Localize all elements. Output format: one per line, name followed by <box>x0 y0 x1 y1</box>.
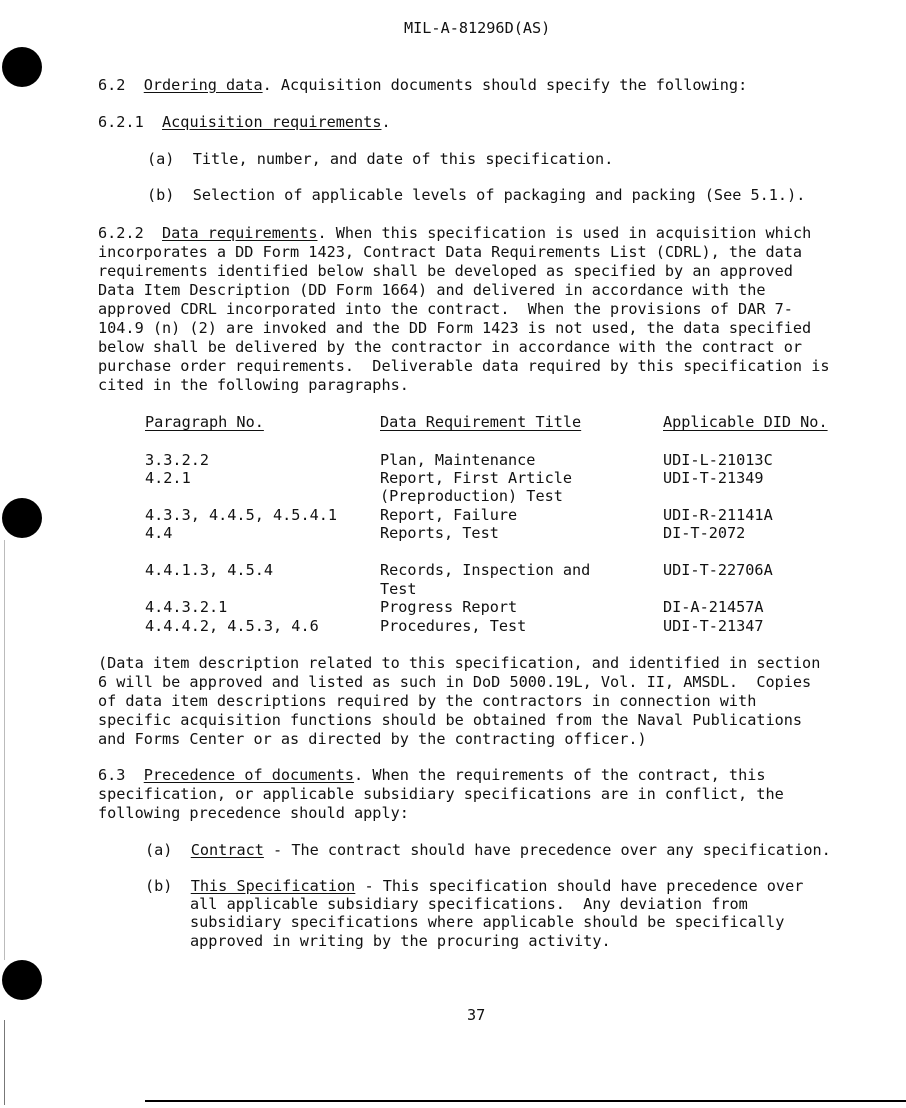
table-cell-paragraph: 4.4.4.2, 4.5.3, 4.6 <box>145 617 319 635</box>
list-item-line: all applicable subsidiary specifications. Any deviation from <box>190 895 748 913</box>
section-title: Precedence of documents <box>143 766 355 784</box>
note-line: (Data item description related to this specification, and identified in section <box>98 654 821 672</box>
punch-hole-bottom <box>2 960 42 1000</box>
document-id: MIL-A-81296D(AS) <box>404 19 551 37</box>
table-cell-title: Report, First Article <box>380 469 573 487</box>
list-item: (b) This Specification - This specification should have precedence over <box>145 877 804 895</box>
paragraph-line: 104.9 (n) (2) are invoked and the DD Form 1423 is not used, the data specified <box>98 319 812 337</box>
table-cell-title-cont: (Preproduction) Test <box>380 487 563 505</box>
section-number: 6.2 <box>98 76 126 94</box>
column-header-title: Data Requirement Title <box>380 413 582 431</box>
paragraph-line: specification, or applicable subsidiary specifications are in conflict, the <box>98 785 784 803</box>
paragraph-line: approved CDRL incorporated into the contract. When the provisions of DAR 7- <box>98 300 793 318</box>
note-line: and Forms Center or as directed by the contracting officer.) <box>98 730 647 748</box>
list-item-line: subsidiary specifications where applicable should be specifically <box>190 913 785 931</box>
note-line: of data item descriptions required by the contractors in connection with <box>98 692 757 710</box>
table-cell-title: Reports, Test <box>380 524 499 542</box>
section-title: Ordering data <box>143 76 263 94</box>
punch-hole-top <box>2 47 42 87</box>
section-title: Acquisition requirements <box>162 113 382 131</box>
paragraph-line: below shall be delivered by the contractor in accordance with the contract or <box>98 338 803 356</box>
paragraph-line: purchase order requirements. Deliverable data required by this specification is <box>98 357 830 375</box>
table-cell-paragraph: 3.3.2.2 <box>145 451 210 469</box>
table-cell-did: DI-A-21457A <box>663 598 764 616</box>
note-line: specific acquisition functions should be obtained from the Naval Publications <box>98 711 803 729</box>
scan-edge-line-lower <box>4 1020 5 1105</box>
section-number: 6.2.2 <box>98 224 144 242</box>
item-title: Contract <box>190 841 264 859</box>
table-cell-title-cont: Test <box>380 580 417 598</box>
table-cell-did: DI-T-2072 <box>663 524 746 542</box>
table-cell-title: Progress Report <box>380 598 518 616</box>
item-title: This Specification <box>190 877 356 895</box>
section-number: 6.2.1 <box>98 113 144 131</box>
list-item: (a) Title, number, and date of this specification. <box>147 150 614 168</box>
section-number: 6.3 <box>98 766 126 784</box>
scan-bottom-rule <box>145 1100 906 1102</box>
table-cell-did: UDI-T-21347 <box>663 617 764 635</box>
section-text: . Acquisition documents should specify the following: <box>262 76 748 94</box>
column-header-did: Applicable DID No. <box>663 413 828 431</box>
punch-hole-middle <box>2 498 42 538</box>
list-item: (a) Contract - The contract should have precedence over any specification. <box>145 841 831 859</box>
section-6-2-2: 6.2.2 Data requirements. When this specification is used in acquisition which <box>98 224 812 242</box>
paragraph-line: incorporates a DD Form 1423, Contract Data Requirements List (CDRL), the data <box>98 243 803 261</box>
paragraph-line: Data Item Description (DD Form 1664) and delivered in accordance with the <box>98 281 766 299</box>
table-cell-did: UDI-L-21013C <box>663 451 773 469</box>
section-6-3: 6.3 Precedence of documents. When the requirements of the contract, this <box>98 766 766 784</box>
table-cell-paragraph: 4.4.1.3, 4.5.4 <box>145 561 274 579</box>
section-title: Data requirements <box>162 224 318 242</box>
note-line: 6 will be approved and listed as such in DoD 5000.19L, Vol. II, AMSDL. Copies <box>98 673 812 691</box>
table-cell-title: Plan, Maintenance <box>380 451 536 469</box>
table-cell-paragraph: 4.4 <box>145 524 173 542</box>
table-cell-title: Report, Failure <box>380 506 518 524</box>
table-cell-paragraph: 4.3.3, 4.4.5, 4.5.4.1 <box>145 506 338 524</box>
list-item: (b) Selection of applicable levels of packaging and packing (See 5.1.). <box>147 186 806 204</box>
table-cell-paragraph: 4.2.1 <box>145 469 191 487</box>
table-cell-did: UDI-R-21141A <box>663 506 773 524</box>
paragraph-line: requirements identified below shall be developed as specified by an approved <box>98 262 793 280</box>
column-header-paragraph: Paragraph No. <box>145 413 264 431</box>
list-item-line: approved in writing by the procuring activity. <box>190 932 611 950</box>
section-6-2-1: 6.2.1 Acquisition requirements. <box>98 113 391 131</box>
scan-edge-line <box>4 540 5 960</box>
table-cell-title: Records, Inspection and <box>380 561 591 579</box>
paragraph-line: following precedence should apply: <box>98 804 409 822</box>
page-number: 37 <box>467 1006 486 1024</box>
paragraph-line: cited in the following paragraphs. <box>98 376 409 394</box>
section-6-2 <box>98 76 747 95</box>
table-cell-title: Procedures, Test <box>380 617 527 635</box>
table-cell-did: UDI-T-21349 <box>663 469 764 487</box>
table-cell-did: UDI-T-22706A <box>663 561 773 579</box>
table-cell-paragraph: 4.4.3.2.1 <box>145 598 228 616</box>
